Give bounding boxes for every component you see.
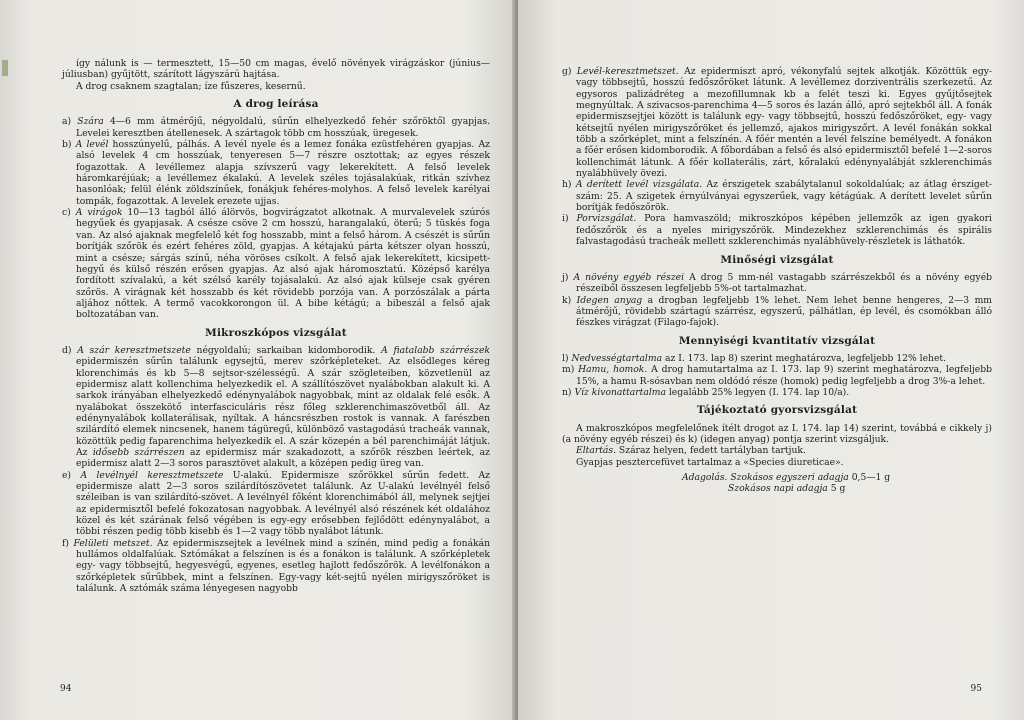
- heading-identity: Minőségi vizsgálat: [720, 253, 834, 266]
- item-n: n) Víz kivonattartalma legalább 25% legyen (I. 174. lap 10/a).: [562, 386, 850, 398]
- dosage-block: [562, 472, 992, 495]
- item-h: h) A derített levél vizsgálata. Az érszigetek szabálytalanul sokoldalúak; az átlag érsziget-szám: 25. A szigetek érnyúlványai egyszerűek, vagy kétágúak. A derített levelet sűrűn borítják fedőszőrök.: [562, 179, 992, 214]
- quick-test-text: A makroszkópos megfelelőnek ítélt drogot az I. 174. lap 14) szerint, továbbá e cikkely j) (a növény egyéb részei) és k) (idegen anyag) pontja szerint vizsgáljuk.: [562, 422, 992, 445]
- item-l: l) Nedvességtartalma az I. 173. lap 8) szerint meghatározva, legfeljebb 12% lehet.: [562, 352, 947, 364]
- right-page: [518, 0, 1024, 720]
- page-number-left: 94: [60, 684, 72, 694]
- item-i: i) Porvizsgálat. Pora hamvaszöld; mikroszkópos képében jellemzők az igen gyakori fedőszőrök és a nyeles mirigyszőrök. Mindezekhez szklerenchimás és spirális falvastagodású tracheák mellett szklerenchimás nyalábhüvely-részletek is láthatók.: [562, 213, 992, 248]
- dose-daily: Szokásos napi adagja 5 g: [728, 483, 846, 495]
- heading-quick-test: Tájékoztató gyorsvizsgálat: [696, 404, 858, 417]
- heading-microscopy: Mikroszkópos vizsgálat: [205, 326, 347, 339]
- dose-single: Adagolás. Szokásos egyszeri adagja 0,5—1 g: [682, 472, 891, 483]
- item-b: b) A levél hosszúnyelű, pálhás. A levél nyele és a lemez fonáka ezüstfehéren gyapjas. Az alsó levelek 4 cm hosszúak, tenyeresen 5—7 részre osztottak; az egyes részek fogazottak. A levéllemez alapja szívszerű vagy lekerekített. A felső levelek háromkaréjúak; a levéllemez ékalakú. A levelek széles tojásalakúak, ritkán szívhez hasonlóak; felül élénk zöldszínűek, fonákjuk fehéres-molyhos. A felső levelek karélyai tompák, fogazottak. A levelek erezete ujjas.: [62, 139, 490, 207]
- item-e: e) A levélnyél keresztmetszete U-alakú. Epidermisze szőrökkel sűrűn fedett. Az epidermisze alatt 2—3 soros szilárdítószövetet találunk. Az U-alakú levélnyél felső széleiban is van szilárdító-szövet. A levélnyél főként klorenchimából áll, melynek sejtjei az epidermisztől befelé fokozatosan nagyobbak. A levélnyél alsó részének két oldalához közel és két szárának felső végében is egy-egy erősebben fejlődött edénynyalábot, a többi részen pedig több kisebb és 1—2 vagy több nyalábot látunk.: [62, 469, 491, 538]
- page-edge-mark: [2, 60, 8, 76]
- item-f: f) Felületi metszet. Az epidermiszsejtek a levélnek mind a színén, mind pedig a fonákán hullámos oldalfalúak. Sztómákat a felszínen is és a fonákon is találunk. A szőrképletek egy- vagy többsejtű, hegyesvégű, egyenes, esetleg hajlott fedőszőrök. A levélfonákon a szőrképletek sűrűbbek, mint a felszínen. Egy-vagy két-sejtű nyélen mirigyszőröket is találunk. A sztómák száma lényegesen nagyobb: [62, 537, 491, 595]
- item-c: c) A virágok 10—13 tagból álló álörvös, bogvirágzatot alkotnak. A murvalevelek szúrós hegyűek és gyapjasak. A csésze csöve 2 cm hosszú, harangalakú, öterű; 5 tüskés foga van. Az alsó ajaknak megfelelő két fog hosszabb, mint a felső három. A csészét is sűrűn borítják szőrök és ezért fehéres zöld, gyapjas. A kétajakú párta kétszer olyan hosszú, mint a csésze; sárgás színű, néha vöröses csíkolt. A felső ajak lekerekített, kicsipett-hegyű és külső részén erősen gyapjas. Az alsó ajak háromosztatú. Középső karélya fordított szívalakú, a két szélső karély tojásalakú. Az alsó ajak külseje csak gyéren szőrös. A virágnak két hosszabb és két rövidebb porzója van. A porzószálak a párta aljához nőttek. A termő vacokkorongon ül. A bibe kétágú; a bibeszál a felső ajak boltozatában van.: [62, 207, 491, 321]
- intro-paragraph: így nálunk is — termesztett, 15—50 cm magas, évelő növények virágzáskor (június—júliusban) gyűjtött, szárított lágyszárú hajtása.: [62, 58, 490, 81]
- species-note: Gyapjas pesztercefüvet tartalmaz a «Species diureticae».: [576, 456, 844, 468]
- storage-text: Eltartás. Száraz helyen, fedett tartályban tartjuk.: [576, 445, 806, 457]
- heading-quantitative: Mennyiségi kvantitatív vizsgálat: [678, 334, 876, 347]
- left-column: [62, 58, 490, 594]
- page-number-right: 95: [970, 684, 982, 694]
- right-column: [562, 66, 992, 495]
- item-a: a) Szára 4—6 mm átmérőjű, négyoldalú, sűrűn elhelyezkedő fehér szőröktől gyapjas. Levelei keresztben átellenesek. A szártagok több cm hosszúak, üregesek.: [62, 116, 491, 139]
- item-g: g) Levél-keresztmetszet. Az epidermiszt apró, vékonyfalú sejtek alkotják. Közöttük egy- vagy többsejtű, hosszú fedőszőröket látunk. A levéllemez dorziventrális szerkezetű. Az egysoros palizádréteg a mezofillumnak kb a felét teszi ki. Egyes gyűjtősejtek megnyúltak. A szivacsos-parenchima 4—5 soros és lazán álló, apró sejtekből áll. A fonák epidermiszsejtjei között is találunk egy- vagy többsejtű, hosszú fedőszőröket, egy- vagy kétsejtű nyélen mirigyszőröket és jellemző, ajakos mirigyszőrt. A levél fonákán sokkal több a szőrképlet, mint a felszínén. A főér mentén a levél felszíne bemélyedt. A fonákon a főér erősen kidomborodik. A főbordában a felső és alsó epidermisztől befelé 1—2-soros kollenchimát látunk. A főér kollaterális, zárt, kőralakú edénynyalábját szklerenchimás nyalábhüvely övezi.: [562, 66, 993, 180]
- item-k: k) Idegen anyag a drogban legfeljebb 1% lehet. Nem lehet benne hengeres, 2—3 mm átmérőjű, rövidebb szártagú szárrész, egyszerű, pálhátlan, ép levél, és csomókban álló fészkes virágzat (Filago-fajok).: [562, 294, 993, 329]
- intro-taste: A drog csaknem szagtalan; íze fűszeres, kesernű.: [76, 80, 306, 92]
- heading-drug-description: A drog leírása: [233, 98, 319, 111]
- item-m: m) Hamu, homok. A drog hamutartalma az I. 173. lap 9) szerint meghatározva, legfeljebb 15%, a hamu R-sósavban nem oldódó része (homok) pedig legfeljebb a drog 3%-a lehet.: [562, 364, 993, 387]
- item-d: d) A szár keresztmetszete négyoldalú; sarkaiban kidomborodik. A fiatalabb szárrészek epidermiszén sűrűn találunk egysejtű, merev szőrképleteket. Az elsődleges kéreg klorenchimás és kb 5—8 sejtsor-szélességű. A szár szögleteiben, közvetlenül az epidermisz alatt kollenchima helyezkedik el. A szállítószövet nyalábokban alakult ki. A sarkok irányában elhelyezkedő edénynyalábok nagyobbak, mint az oldalak felé esők. A nyalábokat összekötő interfasciculáris rész főleg szklerenchimaszövetből áll. Az edénynyalábok kollaterálisak, nyíltak. A háncsrészben rostok is vannak. A farészben szilárdító elemek nincsenek, hanem tágüregű, különböző vastagodású tracheák vannak, közöttük pedig faparenchima helyezkedik el. A szár közepén a bél parenchimáját látjuk. Az idősebb szárrészen az epidermisz már szakadozott, a szőrök részben leértek, az epidermisz alatt 2—3 soros parasztövet alakult, a középen pedig üreg van.: [62, 344, 490, 470]
- item-j: j) A növény egyéb részei A drog 5 mm-nél vastagabb szárrészekből és a növény egyéb részeiből összesen legfeljebb 5%-ot tartalmazhat.: [562, 271, 993, 295]
